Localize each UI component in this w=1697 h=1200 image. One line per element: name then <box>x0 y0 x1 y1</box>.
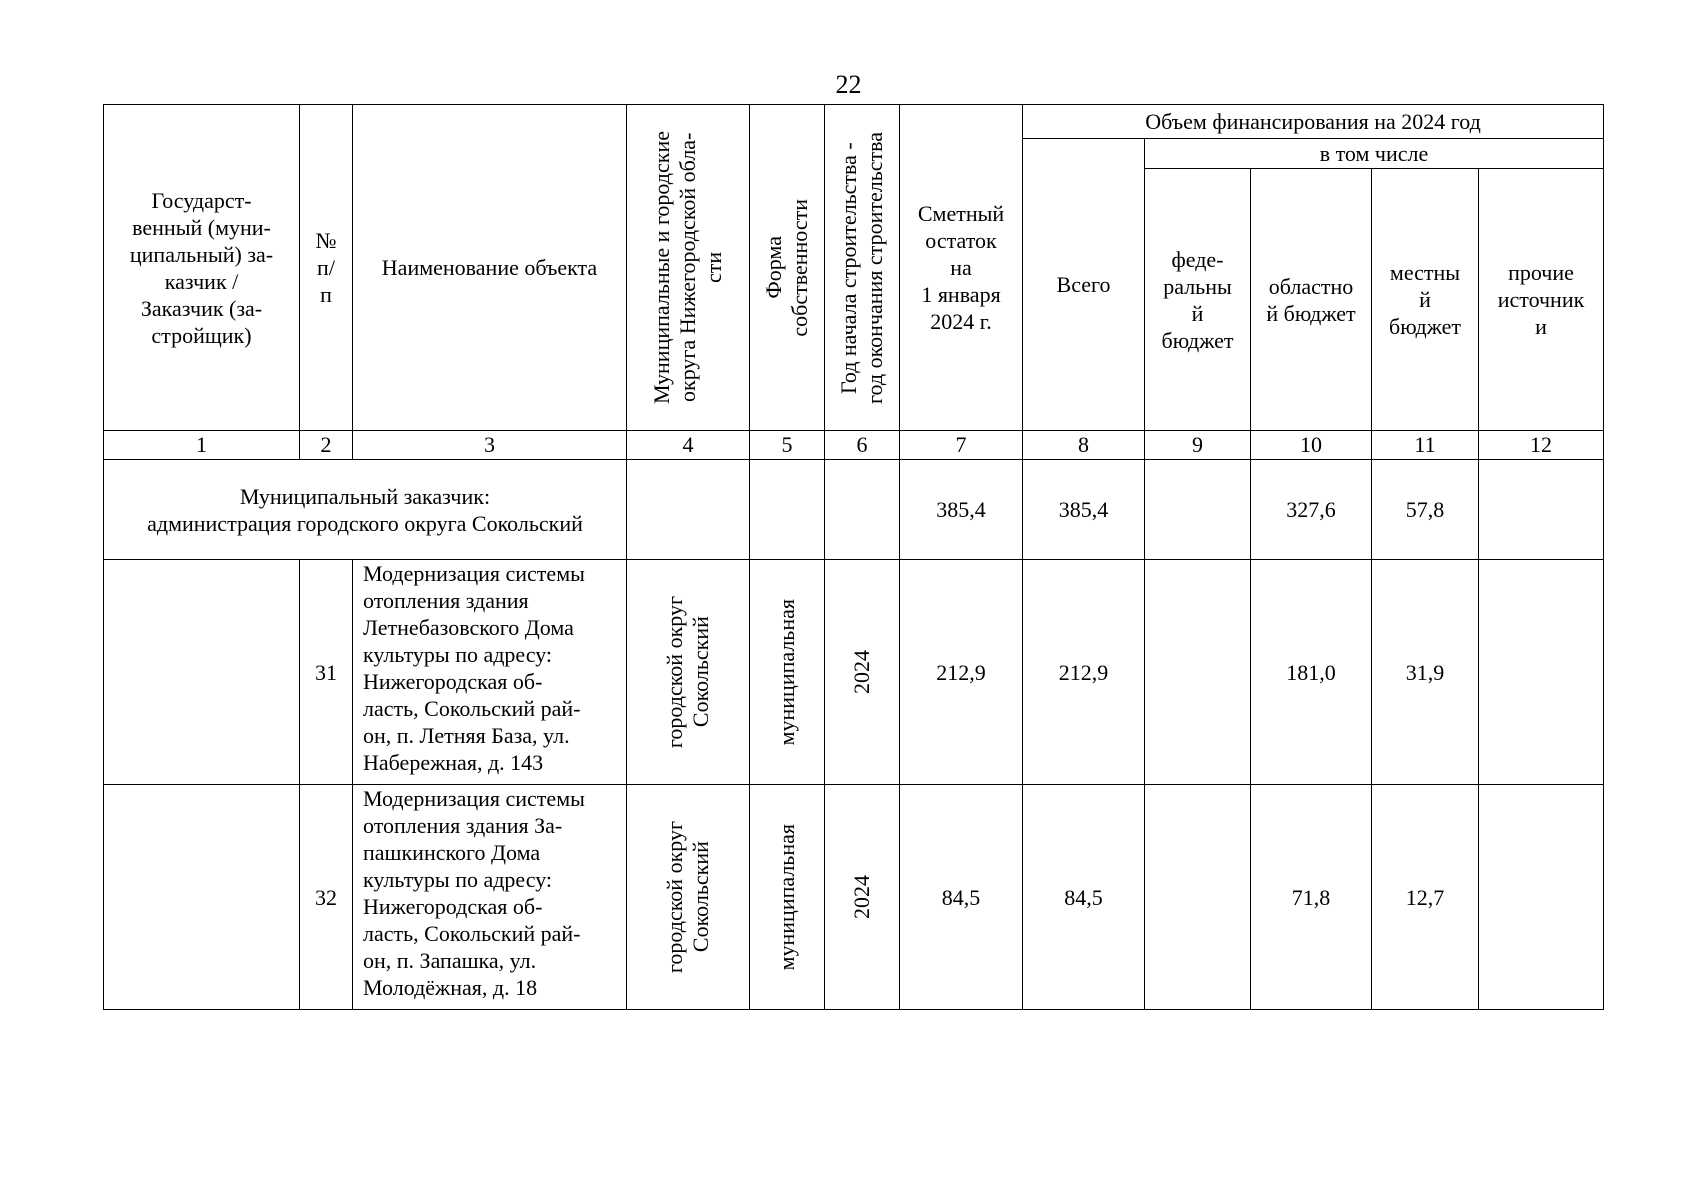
header-no: № п/ п <box>300 105 353 431</box>
header-years-text: Год начала строительства - год окончания строительства <box>836 131 887 404</box>
row-object-name: Модернизация системы отопления здания Летнебазовского Дома культуры по адресу: Нижегородская об- ласть, Сокольский рай- он, п. Летняя База, ул. Набережная, д. 143 <box>353 560 627 785</box>
row-no: 31 <box>300 560 353 785</box>
row-ownership <box>750 560 825 785</box>
customer-estimate: 385,4 <box>900 460 1023 560</box>
row-ownership-text: муниципальная <box>774 598 799 746</box>
column-number: 8 <box>1023 431 1145 460</box>
row-total: 212,9 <box>1023 560 1145 785</box>
customer-total: 385,4 <box>1023 460 1145 560</box>
column-number: 6 <box>825 431 900 460</box>
row-no: 32 <box>300 785 353 1010</box>
row-municipality-text: городской округ Сокольский <box>662 595 713 749</box>
column-number: 7 <box>900 431 1023 460</box>
column-number: 3 <box>353 431 627 460</box>
row-local: 31,9 <box>1372 560 1479 785</box>
header-regional: областно й бюджет <box>1251 169 1372 431</box>
customer-municipality <box>627 460 750 560</box>
row-years <box>825 785 900 1010</box>
header-row-1 <box>104 105 1604 139</box>
header-ownership-text: Форма собственности <box>761 198 812 337</box>
column-number: 2 <box>300 431 353 460</box>
customer-years <box>825 460 900 560</box>
customer-federal <box>1145 460 1251 560</box>
customer-row <box>104 460 1604 560</box>
row-years-text: 2024 <box>849 875 874 919</box>
row-federal <box>1145 785 1251 1010</box>
row-customer <box>104 560 300 785</box>
column-number: 12 <box>1479 431 1604 460</box>
financing-table <box>103 104 1604 1010</box>
column-number: 11 <box>1372 431 1479 460</box>
header-customer: Государст- венный (муни- ципальный) за- казчик / Заказчик (за- стройщик) <box>104 105 300 431</box>
row-regional: 181,0 <box>1251 560 1372 785</box>
column-number: 5 <box>750 431 825 460</box>
header-federal: феде- ральны й бюджет <box>1145 169 1251 431</box>
row-other <box>1479 785 1604 1010</box>
row-object-name: Модернизация системы отопления здания За- пашкинского Дома культуры по адресу: Нижегородская об- ласть, Сокольский рай- он, п. Запашка, ул. Молодёжная, д. 18 <box>353 785 627 1010</box>
column-number: 10 <box>1251 431 1372 460</box>
customer-label: Муниципальный заказчик: администрация городского округа Сокольский <box>104 460 627 560</box>
header-funding-group: Объем финансирования на 2024 год <box>1023 105 1604 139</box>
header-ownership <box>750 105 825 431</box>
header-years <box>825 105 900 431</box>
column-numbers-row <box>104 431 1604 460</box>
row-regional: 71,8 <box>1251 785 1372 1010</box>
header-estimate: Сметный остаток на 1 января 2024 г. <box>900 105 1023 431</box>
column-number: 9 <box>1145 431 1251 460</box>
row-other <box>1479 560 1604 785</box>
header-other: прочие источник и <box>1479 169 1604 431</box>
row-years-text: 2024 <box>849 650 874 694</box>
row-municipality <box>627 560 750 785</box>
header-including: в том числе <box>1145 139 1604 169</box>
row-years <box>825 560 900 785</box>
header-municipalities-text: Муниципальные и городские округа Нижегородской обла- сти <box>649 131 726 404</box>
row-total: 84,5 <box>1023 785 1145 1010</box>
row-local: 12,7 <box>1372 785 1479 1010</box>
customer-ownership <box>750 460 825 560</box>
table-row <box>104 560 1604 785</box>
row-customer <box>104 785 300 1010</box>
header-municipalities <box>627 105 750 431</box>
customer-other <box>1479 460 1604 560</box>
header-total: Всего <box>1023 139 1145 431</box>
column-number: 1 <box>104 431 300 460</box>
table-row <box>104 785 1604 1010</box>
row-estimate: 212,9 <box>900 560 1023 785</box>
page-number: 22 <box>835 70 862 99</box>
row-estimate: 84,5 <box>900 785 1023 1010</box>
customer-local: 57,8 <box>1372 460 1479 560</box>
header-local: местны й бюджет <box>1372 169 1479 431</box>
row-municipality-text: городской округ Сокольский <box>662 820 713 974</box>
column-number: 4 <box>627 431 750 460</box>
row-ownership <box>750 785 825 1010</box>
row-federal <box>1145 560 1251 785</box>
row-ownership-text: муниципальная <box>774 823 799 971</box>
row-municipality <box>627 785 750 1010</box>
customer-regional: 327,6 <box>1251 460 1372 560</box>
header-object-name: Наименование объекта <box>353 105 627 431</box>
